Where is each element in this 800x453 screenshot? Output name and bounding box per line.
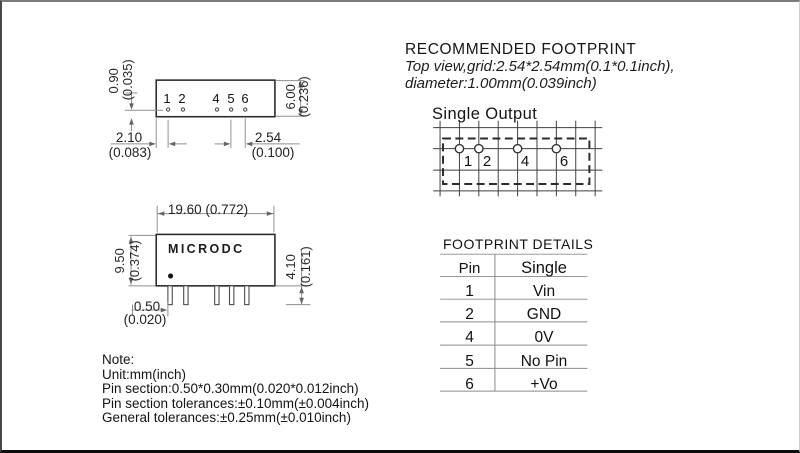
- dim-pin-row-offset-inch: (0.035): [120, 59, 136, 101]
- dim-body-height-inch: (0.374): [127, 240, 143, 282]
- table-row3-value: 0V: [534, 329, 554, 346]
- note-line-pin-section: Pin section:0.50*0.30mm(0.020*0.012inch): [102, 381, 359, 396]
- brand-label: MICRODC: [168, 242, 245, 256]
- pad-label-4: 4: [520, 153, 530, 170]
- pad-label-2: 2: [482, 153, 492, 170]
- dim-pin-row-offset-mm: 0.90: [106, 68, 122, 94]
- table-row3-pin: 4: [465, 329, 474, 346]
- note-line-unit: Unit:mm(inch): [102, 366, 187, 382]
- table-row4-pin: 5: [465, 352, 474, 370]
- notes-heading: Note:: [102, 352, 135, 367]
- dim-pin-width-inch: (0.020): [123, 312, 167, 327]
- table-row1-value: Vin: [532, 282, 556, 300]
- pad-label-1: 1: [463, 153, 473, 170]
- footprint-subtitle-diameter: diameter:1.00mm(0.039inch): [405, 75, 597, 92]
- table-row1-pin: 1: [465, 282, 474, 300]
- dim-body-width-mm: 6.00: [283, 84, 299, 110]
- table-header-single: Single: [521, 258, 567, 277]
- dim-pin-length-inch: (0.161): [298, 246, 314, 288]
- dim-pin-length-mm: 4.10: [283, 254, 299, 280]
- top-view-pin-label-2: 2: [178, 91, 186, 106]
- dim-body-length: 19.60 (0.772): [167, 202, 249, 217]
- dim-pin1-inset-inch: (0.083): [108, 145, 152, 160]
- table-row2-value: GND: [526, 305, 562, 323]
- top-view-pin-label-1: 1: [163, 91, 171, 106]
- table-row5-pin: 6: [465, 376, 474, 393]
- recommended-footprint-title: RECOMMENDED FOOTPRINT: [405, 41, 637, 58]
- pad-label-6: 6: [559, 153, 569, 170]
- table-row5-value: +Vo: [530, 376, 558, 393]
- note-line-general-tolerances: General tolerances:±0.25mm(±0.010inch): [102, 410, 351, 425]
- dim-pin-pitch-mm: 2.54: [254, 130, 282, 145]
- dim-body-height-mm: 9.50: [112, 248, 128, 274]
- table-row4-value: No Pin: [520, 352, 568, 370]
- table-row2-pin: 2: [465, 305, 474, 323]
- side-view-pins: [168, 286, 249, 305]
- table-header-pin: Pin: [458, 260, 481, 277]
- single-output-label: Single Output: [432, 105, 538, 123]
- footprint-subtitle-grid: Top view,grid:2.54*2.54mm(0.1*0.1inch),: [405, 58, 675, 75]
- dim-pin1-inset-mm: 2.10: [115, 130, 143, 145]
- dim-pin-width-mm: 0.50: [133, 299, 161, 314]
- note-line-pin-tolerances: Pin section tolerances:±0.10mm(±0.004inch): [102, 395, 369, 411]
- top-view-pin-label-5: 5: [227, 91, 235, 106]
- top-view-pin-label-4: 4: [212, 91, 220, 106]
- pin1-indicator-dot: [168, 273, 173, 278]
- footprint-details-title: FOOTPRINT DETAILS: [443, 236, 594, 252]
- dim-body-width-inch: (0.236): [296, 76, 312, 118]
- dim-pin-pitch-inch: (0.100): [251, 145, 295, 160]
- top-view-pin-label-6: 6: [241, 91, 249, 106]
